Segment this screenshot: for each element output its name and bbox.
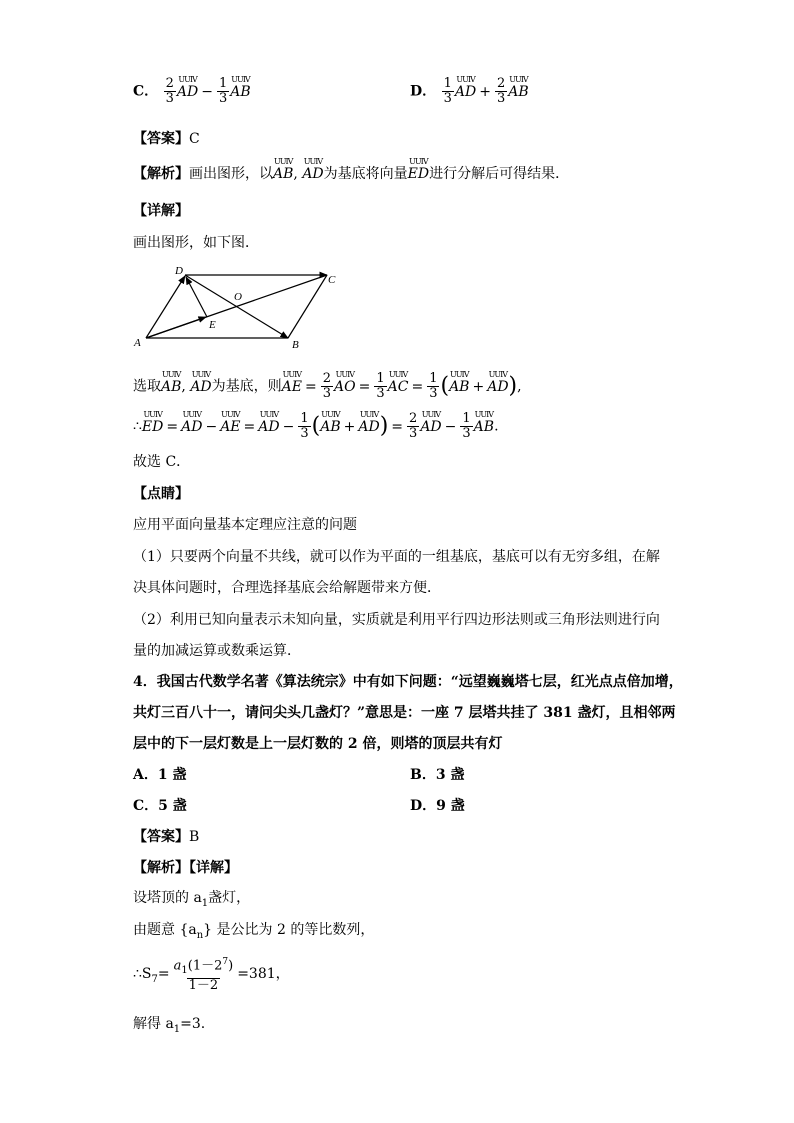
q4-analysis-tag: 【解析】【详解】: [133, 860, 238, 876]
vector-ab: UUIV AB: [449, 369, 470, 395]
q4-stem-l1: 4．我国古代数学名著《算法统宗》中有如下问题：“远望巍巍塔七层，红光点点倍加增，: [133, 674, 683, 690]
vector-ab: UUIV AB: [230, 74, 251, 100]
fraction: $\frac{1}{3}$: [376, 371, 385, 401]
fraction: $\frac{1}{3}$: [218, 76, 228, 106]
side-bc: [288, 275, 327, 338]
q3-tip-p2-l1: （2）利用已知向量表示未知向量，实质就是利用平行四边形法则或三角形法则进行向: [133, 612, 660, 628]
vector-ed: UUIV ED: [407, 157, 430, 182]
sum-fraction: $\frac{a_1(1-2^7)}{1-2}$: [173, 957, 234, 993]
q3-answer: 【答案】C: [133, 131, 200, 147]
fraction: $\frac{1}{3}$: [462, 411, 471, 441]
q4-option-d: D．9 盏: [410, 798, 465, 814]
vector-ad: UUIV AD: [258, 409, 280, 435]
q3-tip-p1-l1: （1）只要两个向量不共线，就可以作为平面的一组基底，基底可以有无穷多组，在解: [133, 549, 660, 565]
q3-tip-p1-l2: 决具体问题时，合理选择基底会给解题带来方便．: [133, 580, 441, 596]
vector-ad: UUIV AD: [190, 369, 212, 395]
q4-answer: 【答案】B: [133, 829, 200, 845]
q4-option-a: A．1 盏: [133, 767, 187, 783]
q3-detail-tag: 【详解】: [133, 203, 189, 219]
q4-line4: 解得 $a_1=3$.: [133, 1016, 206, 1035]
q4-line3: $\therefore S_7=$ $\frac{a_1(1-2^7)}{1-2}$ =381，: [133, 957, 290, 993]
label-o: O: [234, 291, 242, 303]
q4-stem-l2: 共灯三百八十一，请问尖头几盏灯？”意思是：一座 7 层塔共挂了 381 盏灯，且相邻两: [133, 705, 676, 721]
vector-ac: UUIV AC: [387, 369, 409, 395]
q3-step2: ∴ UUIV ED = UUIV AD − UUIV AE = UUIV AD − $\frac{1}{3}$ ( UUIV AB + UUIV AD) = $\frac{2}{3}$ UUIV AD − $\frac{1}{3}$ UUIV AB.: [133, 409, 499, 441]
label-b: B: [292, 339, 299, 351]
parallelogram-diagram: [130, 258, 360, 353]
diagonal-db: [185, 275, 288, 338]
q4-line1: 设塔顶的 $a_1$盏灯，: [133, 890, 251, 909]
q4-option-b: B．3 盏: [410, 767, 465, 783]
q4-line2: 由题意 $\{a_n\}$ 是公比为 2 的等比数列，: [133, 922, 375, 941]
vector-ad: UUIV AD: [181, 409, 203, 435]
vector-ao: UUIV AO: [334, 369, 356, 395]
option-d: D． $\frac{1}{3}$ UUIV AD + $\frac{2}{3}$ UUIV AB: [410, 74, 529, 106]
q3-tip-p2-l2: 量的加减运算或数乘运算．: [133, 643, 301, 659]
option-label: C．: [133, 83, 159, 100]
option-label: D．: [410, 83, 437, 100]
vector-ab: UUIV AB: [320, 409, 341, 435]
vector-ab: UUIV AB: [161, 369, 182, 395]
vector-ae: UUIV AE: [220, 409, 241, 435]
vector-ad: UUIV AD: [420, 409, 442, 435]
fraction: $\frac{1}{3}$: [429, 371, 438, 401]
vector-ae: UUIV AE: [281, 369, 302, 395]
fraction: $\frac{2}{3}$: [165, 76, 174, 106]
vector-ab: UUIV AB: [508, 74, 529, 100]
q4-option-c: C．5 盏: [133, 798, 187, 814]
fraction: $\frac{2}{3}$: [409, 411, 418, 441]
q3-detail-text: 画出图形，如下图．: [133, 235, 259, 251]
label-d: D: [175, 265, 183, 277]
vector-ab: UUIV AB: [473, 409, 495, 435]
vector-ad: UUIV AD: [176, 74, 199, 100]
label-c: C: [328, 274, 336, 286]
vector-ad: UUIV AD: [358, 409, 380, 435]
q3-tip-tag: 【点睛】: [133, 486, 189, 502]
q3-tip-title: 应用平面向量基本定理应注意的问题: [133, 517, 357, 533]
q3-analysis: 【解析】画出图形，以 UUIV AB, UUIV AD为基底将向量 UUIV ED进行分解后可得结果．: [133, 157, 570, 182]
vector-ad: UUIV AD: [302, 157, 324, 182]
vector-ed-line: [186, 277, 207, 317]
vector-ab: UUIV AB: [273, 157, 294, 182]
vector-ae-line: [146, 317, 206, 338]
label-e: E: [209, 319, 216, 331]
vector-ed: UUIV ED: [141, 409, 164, 435]
q4-stem-l3: 层中的下一层灯数是上一层灯数的 2 倍，则塔的顶层共有灯: [133, 736, 503, 752]
q3-step1: 选取 UUIV AB, UUIV AD为基底，则 UUIV AE = $\frac{2}{3}$ UUIV AO = $\frac{1}{3}$ UUIV AC = $\frac{1}{3}$ ( UUIV AB + UUIV AD),: [133, 369, 522, 401]
option-c: C． $\frac{2}{3}$ UUIV AD − $\frac{1}{3}$ UUIV AB: [133, 74, 251, 106]
vector-ad: UUIV AD: [487, 369, 509, 395]
vector-ad: UUIV AD: [454, 74, 477, 100]
vector-ad-line: [146, 276, 185, 338]
q3-conclusion: 故选 C．: [133, 454, 191, 470]
fraction: $\frac{1}{3}$: [443, 76, 452, 106]
fraction: $\frac{2}{3}$: [496, 76, 506, 106]
label-a: A: [134, 337, 141, 349]
fraction: $\frac{1}{3}$: [300, 411, 309, 441]
fraction: $\frac{2}{3}$: [322, 371, 332, 401]
